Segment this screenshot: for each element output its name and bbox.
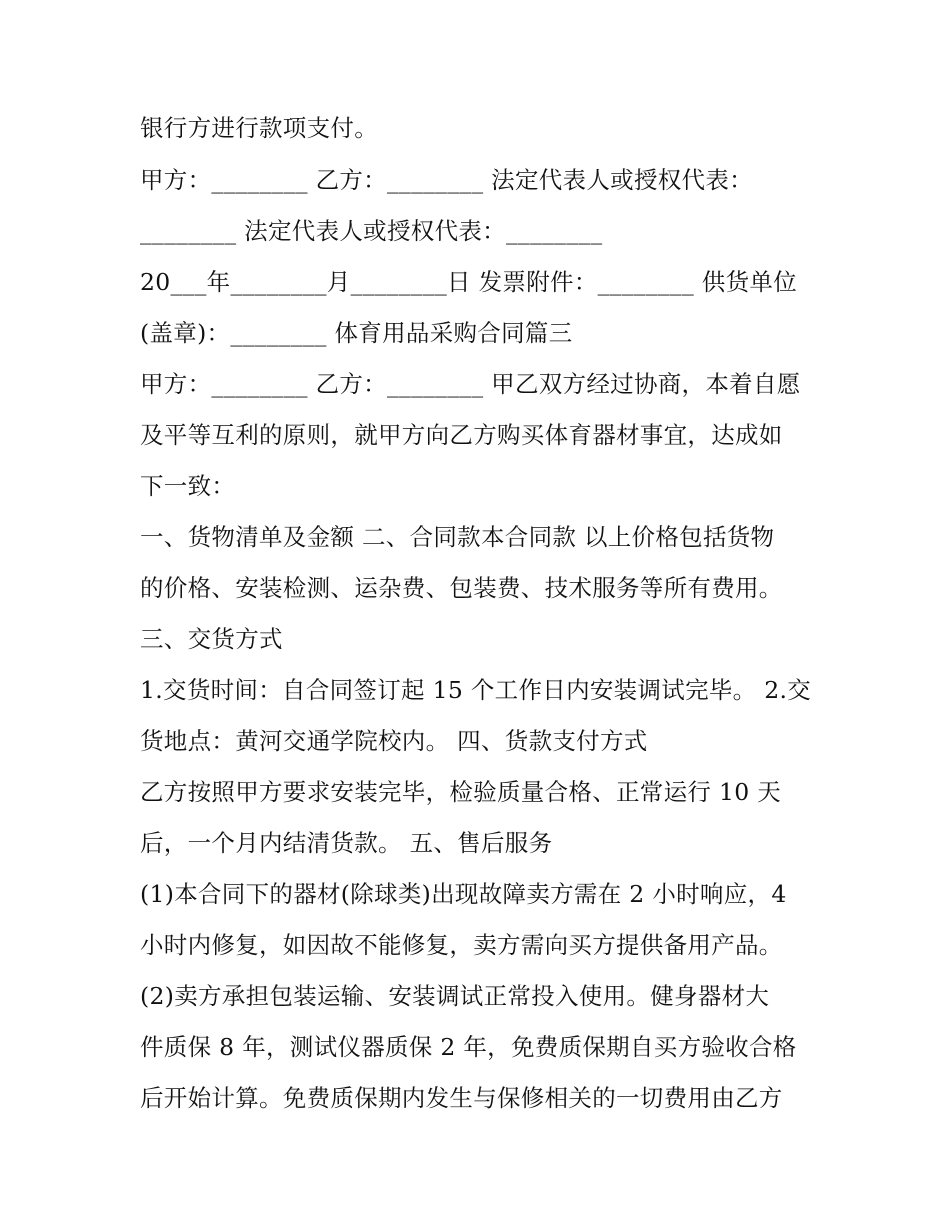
text-line: 后开始计算。免费质保期内发生与保修相关的一切费用由乙方	[140, 1084, 783, 1112]
text-line: 的价格、安装检测、运杂费、包装费、技术服务等所有费用。	[140, 574, 783, 602]
text-line: 三、交货方式	[140, 625, 283, 653]
text-line: 小时内修复，如因故不能修复，卖方需向买方提供备用产品。	[140, 931, 783, 959]
text-line: 1.交货时间：自合同签订起 15 个工作日内安装调试完毕。 2.交	[140, 676, 812, 704]
text-line: 一、货物清单及金额 二、合同款本合同款 以上价格包括货物	[140, 523, 775, 551]
text-line: 甲方：________ 乙方：________ 法定代表人或授权代表：	[140, 166, 753, 194]
text-line: (2)卖方承担包装运输、安装调试正常投入使用。健身器材大	[140, 982, 770, 1010]
text-line: 银行方进行款项支付。	[140, 114, 378, 142]
text-line: (盖章)：________ 体育用品采购合同篇三	[140, 319, 573, 347]
text-line: (1)本合同下的器材(除球类)出现故障卖方需在 2 小时响应，4	[140, 880, 787, 908]
text-line: 货地点：黄河交通学院校内。 四、货款支付方式	[140, 727, 648, 755]
text-line: 乙方按照甲方要求安装完毕，检验质量合格、正常运行 10 天	[140, 778, 782, 806]
text-line: 下一致：	[140, 472, 236, 500]
text-line: 后，一个月内结清货款。 五、售后服务	[140, 829, 553, 857]
text-line: ________ 法定代表人或授权代表：________	[140, 217, 603, 245]
text-line: 甲方：________ 乙方：________ 甲乙双方经过协商，本着自愿	[140, 370, 801, 398]
text-line: 件质保 8 年，测试仪器质保 2 年，免费质保期自买方验收合格	[140, 1033, 797, 1061]
text-line: 20___年________月________日 发票附件：________ 供货单位	[140, 268, 797, 296]
text-line: 及平等互利的原则，就甲方向乙方购买体育器材事宜，达成如	[140, 421, 783, 449]
